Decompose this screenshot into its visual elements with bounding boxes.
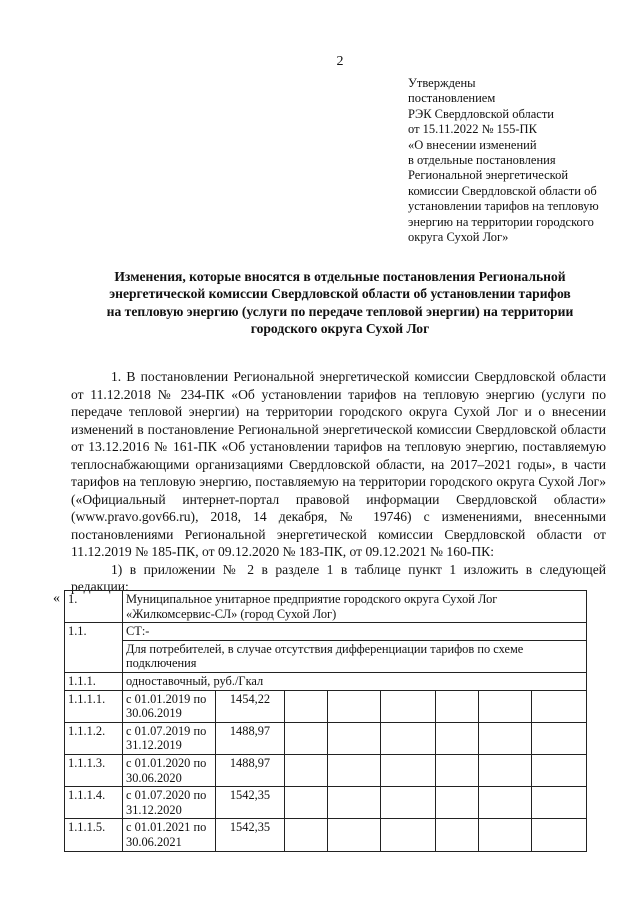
table-row — [65, 722, 587, 754]
empty-cell — [285, 819, 328, 851]
opening-quote: « — [53, 591, 60, 606]
tariff-value: 1542,35 — [216, 819, 285, 851]
empty-cell — [436, 754, 479, 786]
tariff-table — [64, 590, 587, 852]
tariff-type: одноставочный, руб./Гкал — [123, 672, 587, 690]
paragraph-1: 1. В постановлении Региональной энергетической комиссии Свердловской области от 11.12.2018 № 234-ПК «Об установлении тарифов на тепловую энергию (услуги по передаче тепловой энергии) на территории городского округа Сухой Лог и о внесении изменений в постановление Региональной энергетической комиссии Свердловской области от 13.12.2016 № 161-ПК «Об установлении тарифов на тепловую энергию, поставляемую теплоснабжающими организациями Свердловской области, на 2017–2021 годы», в части тарифов на тепловую энергию, поставляемую на территории городского округа Сухой Лог» («Официальный интернет-портал правовой информации Свердловской области» (www.pravo.gov66.ru), 2018, 14 декабря, № 19746) с изменениями, внесенными постановлениями Региональной энергетической комиссии Свердловской области от 11.12.2019 № 185-ПК, от 09.12.2020 № 183-ПК, от 09.12.2021 № 160-ПК: — [71, 369, 606, 559]
period: с 01.01.2021 по 30.06.2021 — [123, 819, 216, 851]
table-row — [65, 754, 587, 786]
row-number: 1.1.1.1. — [65, 690, 123, 722]
empty-cell — [479, 690, 532, 722]
row-number: 1.1.1. — [65, 672, 123, 690]
title-line: энергетической комиссии Свердловской области об установлении тарифов — [109, 286, 571, 302]
empty-cell — [436, 787, 479, 819]
empty-cell — [381, 787, 436, 819]
tariff-value: 1454,22 — [216, 690, 285, 722]
row-number: 1.1. — [65, 623, 123, 673]
tariff-value: 1488,97 — [216, 722, 285, 754]
empty-cell — [532, 690, 587, 722]
empty-cell — [381, 819, 436, 851]
title-line: Изменения, которые вносятся в отдельные постановления Региональной — [114, 269, 566, 284]
table-row — [65, 672, 587, 690]
empty-cell — [479, 787, 532, 819]
row-number: 1.1.1.3. — [65, 754, 123, 786]
row-number: 1.1.1.2. — [65, 722, 123, 754]
empty-cell — [532, 754, 587, 786]
approval-line: «О внесении изменений — [408, 137, 537, 152]
empty-cell — [479, 754, 532, 786]
table-row — [65, 819, 587, 851]
approval-line: от 15.11.2022 № 155-ПК — [408, 122, 537, 137]
empty-cell — [479, 722, 532, 754]
title-line: городского округа Сухой Лог — [250, 321, 430, 337]
period: с 01.01.2019 по 30.06.2019 — [123, 690, 216, 722]
consumer-category: Для потребителей, в случае отсутствия дифференциации тарифов по схеме подключения — [126, 641, 524, 671]
empty-cell — [328, 787, 381, 819]
period: с 01.07.2020 по 31.12.2020 — [123, 787, 216, 819]
approval-block — [408, 76, 613, 245]
empty-cell — [381, 690, 436, 722]
system-label: СТ:- — [123, 623, 586, 641]
empty-cell — [532, 819, 587, 851]
period: с 01.01.2020 по 30.06.2020 — [123, 754, 216, 786]
empty-cell — [436, 819, 479, 851]
empty-cell — [285, 690, 328, 722]
empty-cell — [328, 819, 381, 851]
empty-cell — [532, 722, 587, 754]
period: с 01.07.2019 по 31.12.2019 — [123, 722, 216, 754]
organization-name: Муниципальное унитарное предприятие городского округа Сухой Лог «Жилкомсервис-СЛ» (город Сухой Лог) — [123, 591, 587, 623]
empty-cell — [328, 690, 381, 722]
approval-line: округа Сухой Лог» — [408, 230, 509, 245]
empty-cell — [436, 722, 479, 754]
empty-cell — [436, 690, 479, 722]
approval-line: постановлением — [408, 91, 496, 106]
empty-cell — [532, 787, 587, 819]
page-number: 2 — [336, 54, 344, 69]
table-row — [65, 690, 587, 722]
approval-line: Региональной энергетической — [408, 168, 569, 183]
document-body — [71, 368, 606, 596]
paragraph-2: 1) в приложении № 2 в разделе 1 в таблице пункт 1 изложить в следующей редакции: — [71, 561, 606, 594]
approval-line: Утверждены — [408, 76, 476, 90]
tariff-value: 1488,97 — [216, 754, 285, 786]
empty-cell — [285, 722, 328, 754]
table-row — [65, 623, 587, 673]
row-number: 1.1.1.4. — [65, 787, 123, 819]
empty-cell — [285, 787, 328, 819]
empty-cell — [328, 754, 381, 786]
title-line: на тепловую энергию (услуги по передаче тепловой энергии) на территории — [106, 303, 574, 319]
table-row — [65, 591, 587, 623]
approval-line: РЭК Свердловской области — [408, 106, 554, 121]
empty-cell — [381, 722, 436, 754]
row-number: 1. — [65, 591, 123, 623]
approval-line: в отдельные постановления — [408, 153, 556, 168]
row-number: 1.1.1.5. — [65, 819, 123, 851]
empty-cell — [285, 754, 328, 786]
document-title — [60, 268, 620, 338]
empty-cell — [328, 722, 381, 754]
approval-line: установлении тарифов на тепловую — [408, 199, 599, 214]
approval-line: комиссии Свердловской области об — [408, 183, 597, 198]
empty-cell — [479, 819, 532, 851]
table-row — [65, 787, 587, 819]
tariff-value: 1542,35 — [216, 787, 285, 819]
approval-line: энергию на территории городского — [408, 214, 594, 229]
empty-cell — [381, 754, 436, 786]
